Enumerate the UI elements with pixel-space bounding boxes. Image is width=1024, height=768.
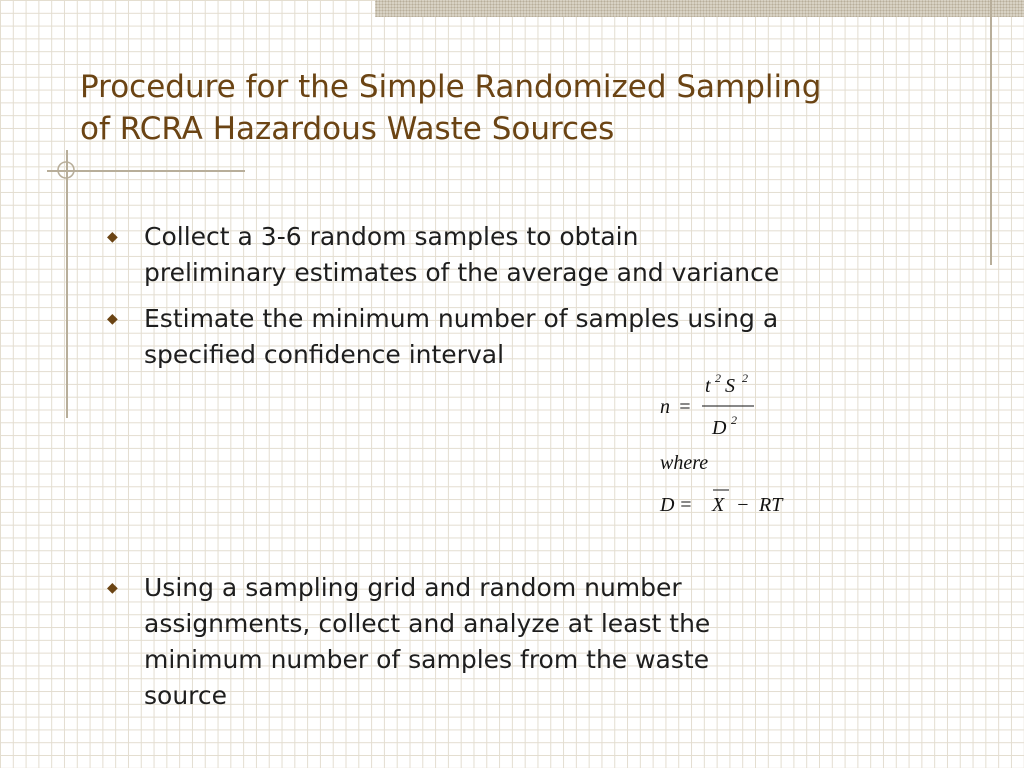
slide-title: Procedure for the Simple Randomized Sampling of RCRA Hazardous Waste Sources xyxy=(80,69,822,147)
formula-numerator-t-exp: 2 xyxy=(715,371,721,385)
bullet-text: Collect a 3-6 random samples to obtain preliminary estimates of the average and variance xyxy=(144,222,780,287)
formula-numerator-s: S xyxy=(725,375,735,397)
formula-svg xyxy=(655,370,845,520)
formula-denominator: D xyxy=(712,417,727,439)
formula-def-equals: = xyxy=(679,494,693,516)
formula-denominator-exp: 2 xyxy=(731,413,737,427)
diamond-bullet-icon: ◆ xyxy=(107,580,118,596)
formula-where: where xyxy=(660,452,709,474)
formula-numerator-t: t xyxy=(705,375,711,397)
corner-pattern-decoration xyxy=(375,0,1024,17)
bullet-text: Using a sampling grid and random number assignments, collect and analyze at least the minimum number of samples from the waste source xyxy=(144,573,711,710)
diamond-bullet-icon: ◆ xyxy=(107,311,118,327)
formula-numerator-s-exp: 2 xyxy=(742,371,748,385)
sample-size-formula xyxy=(655,370,845,520)
bullet-text: Estimate the minimum number of samples using a specified confidence interval xyxy=(144,304,779,369)
right-edge-line xyxy=(990,0,992,265)
diamond-bullet-icon: ◆ xyxy=(107,229,118,245)
formula-def-rt: RT xyxy=(759,494,783,516)
formula-def-minus: − xyxy=(736,494,750,516)
formula-def-xbar: X xyxy=(712,494,725,516)
formula-equals: = xyxy=(678,396,692,418)
left-vertical-rule xyxy=(66,150,68,418)
crosshair-circle-icon xyxy=(54,158,78,182)
formula-lhs-n: n xyxy=(660,396,670,418)
formula-def-lhs: D xyxy=(660,494,675,516)
